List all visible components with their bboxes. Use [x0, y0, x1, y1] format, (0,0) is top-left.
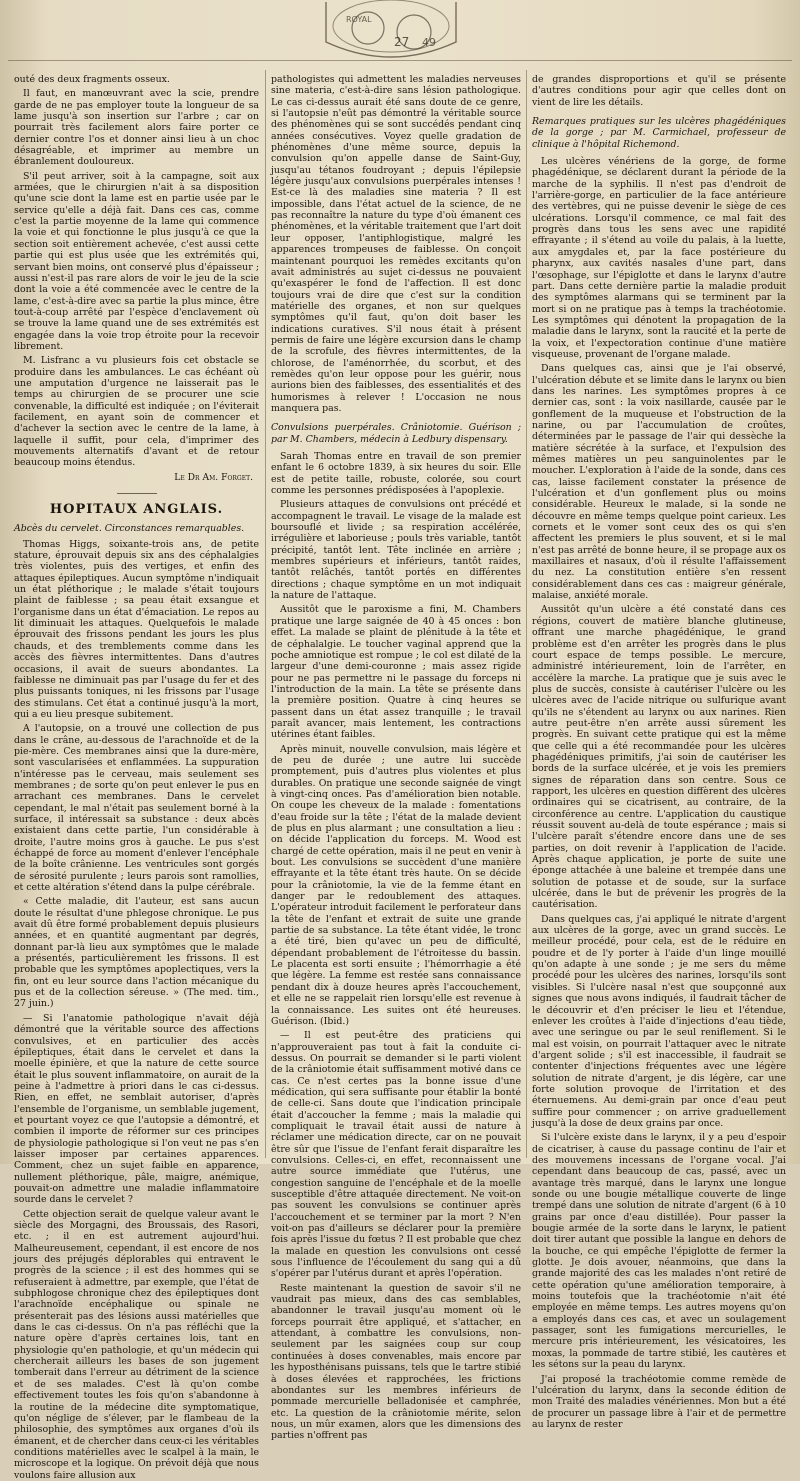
paragraph: S'il peut arriver, soit à la campagne, soit aux armées, que le chirurgien n'ait à sa disposition qu'une scie dont la lame est en partie usée par le service qu'elle a déjà fait. Dans ces cas, comme c'est la partie moyenne de la lame qui commence la voie et qui fonctionne le plus jusqu'à ce que la section soit entièrement achevée, c'est aussi cette partie qui est plus usée que les extrémités qui, servant bien moins, ont conservé plus d'épaisseur ; aussi n'est-il pas rare alors de voir le jeu de la scie dont la voie a été commencée avec le centre de la lame, c'est-à-dire avec sa partie la plus mince, être tout-à-coup arrêté par l'espèce d'enclavement où se trouve la lame quand une de ses extrémités est engagée dans la voie trop étroite pour la recevoir librement. — [14, 170, 259, 352]
paragraph: Reste maintenant la question de savoir s'il ne vaudrait pas mieux, dans des cas semblables, abandonner le travail jusqu'au moment où le forceps pourrait être appliqué, et s'attacher, en attendant, à combattre les convulsions, non-seulement par les saignées coup sur coup continuées à doses convenables, mais encore par les hyposthénisans puissans, tels que le tartre stibié à doses élevées et rapprochées, les frictions abondantes sur les membres inférieurs de pommade mercurielle belladonisée et camphrée, etc. La question de la crâniotomie mérite, selon nous, un mûr examen, alors que les dimensions des parties n'offrent pas — [271, 1282, 521, 1442]
column-1 — [14, 74, 259, 1481]
stamp-number: 27 — [394, 35, 410, 49]
paragraph: Il faut, en manœuvrant avec la scie, prendre garde de ne pas employer toute la longueur de sa lame jusqu'à son insertion sur l'arbre ; car on pourrait très facilement alors faire porter ce dernier contre l'os et donner ainsi lieu à un choc désagréable, et imprimer au membre un ébranlement douloureux. — [14, 88, 259, 168]
column-divider — [526, 70, 527, 1158]
paragraph: A l'autopsie, on a trouvé une collection de pus dans le crâne, au-dessous de l'arachnoïde et de la pie-mère. Ces membranes ainsi que la dure-mère, sont vascularisées et enflammées. La suppuration n'intéresse pas le cerveau, mais seulement ses membranes ; de sorte qu'on peut enlever le pus en arrachant ces membranes. Dans le cervelet cependant, le mal n'était pas seulement borné à la surface, il intéressait sa substance : deux abcès existaient dans cette partie, l'un considérable à droite, l'autre moins gros à gauche. Le pus s'est échappé de force au moment d'enlever l'encéphale de la boîte crânienne. Les ventricules sont gorgés de sérosité purulente ; leurs parois sont ramollies, et cette altération s'étend dans la pulpe cérébrale. — [14, 723, 259, 894]
paragraph: Aussitôt que le paroxisme a fini, M. Chambers pratique une large saignée de 40 à 45 onces : bon effet. La malade se plaint de plénitude à la tête et de céphalalgie. Le toucher vaginal apprend que la poche amniotique est rompue ; le col est dilaté de la largeur d'une demi-couronne ; mais assez rigide pour ne pas permettre ni le passage du forceps ni l'introduction de la main. La tête se présente dans la première position. Quatre à cinq heures se passent dans un état assez tranquille ; le travail paraît avancer, mais lentement, les contractions utérines étant faibles. — [271, 604, 521, 741]
paragraph: Plusieurs attaques de convulsions ont précédé et accompagnent le travail. Le visage de la malade est boursouflé et livide ; sa respiration accélérée, irrégulière et laborieuse ; pouls très variable, tantôt précipité, tantôt lent. Tête inclinée en arrière ; membres supérieurs et inférieurs, tantôt raides, tantôt relâchés, tantôt portés en différentes directions ; chaque symptôme en un mot indiquait la nature de l'attaque. — [271, 499, 521, 602]
column-divider — [265, 70, 266, 1158]
postal-stamp — [316, 2, 466, 60]
paragraph: — Il est peut-être des praticiens qui n'approuveraient pas tout à fait la conduite ci-dessus. On pourrait se demander si le parti violent de la crâniotomie était suffisamment motivé dans ce cas. Ce n'est certes pas la bonne issue d'une médication, qui sera suffisante pour établir la bonté de celle-ci. Sans doute que l'indication principale était d'accoucher la femme ; mais la maladie qui compliquait le travail était aussi de nature à réclamer une médication directe, car on ne pouvait être sûr que l'issue de l'enfant ferait disparaître les convulsions. Celles-ci, en effet, reconnaissent une autre source immédiate que l'utérus, une congestion sanguine de l'encéphale et de la moelle susceptible d'être attaquée directement. Ne voit-on pas souvent les convulsions se continuer après l'accouchement et se terminer par la mort ? N'en voit-on pas d'ailleurs se déclarer pour la première fois après l'issue du fœtus ? Il est probable que chez la malade en question les convulsions ont cessé sous l'influence de l'écoulement du sang qui a dû s'opérer par l'utérus durant et après l'opération. — [271, 1030, 521, 1280]
author-signature: Le Dr Am. Forget. — [174, 471, 253, 483]
top-rule — [8, 60, 792, 61]
stamp-sub: 49 — [422, 36, 436, 49]
paragraph: Dans quelques cas, j'ai appliqué le nitrate d'argent aux ulcères de la gorge, avec un grand succès. Le meilleur procédé, pour cela, est de le réduire en poudre et de l'y porter à l'aide d'un linge mouillé qu'on adapte à une sonde ; je me sers du même procédé pour les ulcères des narines, lorsqu'ils sont visibles. Si l'ulcère nasal n'est que soupçonné aux signes que nous avons indiqués, il faudrait tâcher de le découvrir et d'en préciser le lieu et l'étendue, enlever les croûtes à l'aide d'injections d'eau tiède, avec une seringue ou par le seul reniflement. Si le mal est voisin, on pourrait l'attaquer avec le nitrate d'argent solide ; s'il est inaccessible, il faudrait se contenter d'injections fréquentes avec une légère solution de nitrate d'argent, je dis légère, car une forte solution provoque de l'irritation et des éternuemens. Au demi-grain par once d'eau peut suffire pour commencer ; on arrive graduellement jusqu'à la dose de deux grains par once. — [532, 913, 786, 1129]
column-2 — [271, 74, 521, 1442]
article-title: Convulsions puerpérales. Crâniotomie. Guérison ; par M. Chambers, médecin à Ledbury dispensary. — [271, 422, 521, 445]
paragraph: — Si l'anatomie pathologique n'avait déjà démontré que la véritable source des affections convulsives, et en particulier des accès épileptiques, était dans le cervelet et dans la moelle épinière, et que la nature de cette source était le plus souvent inflammatoire, on aurait de la peine à l'admettre à priori dans le cas ci-dessus. Rien, en effet, ne semblait autoriser, d'après l'ensemble de l'organisme, un semblable jugement, et pourtant voyez ce que l'autopsie a démontré, et combien il importe de réformer sur ces principes de physiologie pathologique si l'on veut ne pas s'en laisser imposer par certaines apparences. Comment, chez un sujet faible en apparence, nullement pléthorique, pâle, maigre, anémique, pouvait-on admettre une maladie inflammatoire sourde dans le cervelet ? — [14, 1012, 259, 1206]
separator — [117, 493, 157, 494]
stamp-text: ROYAL — [346, 15, 372, 24]
paragraph: Après minuit, nouvelle convulsion, mais légère et de peu de durée ; une autre lui succède promptement, puis d'autres plus violentes et plus durables. On pratique une seconde saignée de vingt à vingt-cinq onces. Pas d'amélioration bien notable. On coupe les cheveux de la malade : fomentations d'eau froide sur la tête ; l'état de la malade devient de plus en plus alarmant ; une consultation a lieu : on décide l'application du forceps. M. Wood est chargé de cette opération, mais il ne peut en venir à bout. Les convulsions se succèdent d'une manière effrayante et la tête étant très haute. On se décide pour la crâniotomie, la vie de la femme étant en danger par le redoublement des attaques. L'opérateur introduit facilement le perforateur dans la tête de l'enfant et extrait de suite une grande partie de sa substance. La tête étant vidée, le tronc a été tiré, bien qu'avec un peu de difficulté, dépendant probablement de l'étroitesse du bassin. Le placenta est sorti ensuite ; l'hémorrhagie a été que légère. La femme est restée sans connaissance pendant dix à douze heures après l'accouchement, et elle ne se rappelait rien lorsqu'elle est revenue à la connaissance. Les suites ont été heureuses. Guérison. (Ibid.) — [271, 743, 521, 1027]
paragraph: Les ulcères vénériens de la gorge, de forme phagédénique, se déclarent durant la période de la marche de la syphilis. Il n'est pas d'endroit de l'arrière-gorge, en particulier de la face antérieure des vertèbres, qui ne puisse devenir le siège de ces ulcérations. Lorsqu'il commence, ce mal fait des progrès dans tous les sens avec une rapidité effrayante ; il s'étend au voile du palais, à la luette, aux amygdales et, par la face postérieure du pharynx, aux cavités nasales d'une part, dans l'œsophage, sur l'épiglotte et dans le larynx d'autre part. Dans cette dernière partie la maladie produit des symptômes alarmans qui se terminent par la mort si on ne pratique pas à temps la trachéotomie. Les symptômes qui dénotent la propagation de la maladie dans le larynx, sont la raucité et la perte de la voix, et l'expectoration continue d'une matière visqueuse, provenant de l'organe malade. — [532, 156, 786, 360]
article-subtitle: Abcès du cervelet. Circonstances remarquables. — [14, 523, 245, 535]
paragraph: Aussitôt qu'un ulcère a été constaté dans ces régions, couvert de matière blanche glutineuse, offrant une marche phagédénique, le grand problème est d'en arrêter les progrès dans le plus court espace de temps possible. Le mercure, administré intérieurement, loin de l'arrêter, en accélère la marche. La pratique que je suis avec le plus de succès, consiste à cautériser l'ulcère ou les ulcères avec de l'acide nitrique ou sulfurique avant qu'ils ne s'étendent au larynx ou aux narines. Rien autre peut-être n'en arrête aussi sûrement les progrès. En suivant cette pratique qui est la même que celle qui a été recommandée pour les ulcères phagédéniques primitifs, j'ai soin de cautériser les bords de la surface ulcérée, et je vois les premiers signes de réparation dans son centre. Sous ce rapport, les ulcères en question diffèrent des ulcères ordinaires qui se cicatrisent, au contraire, de la circonférence au centre. L'application du caustique réussit souvent au-delà de toute espérance ; mais si l'ulcère paraît s'étendre encore dans une de ses parties, on doit revenir à l'application de l'acide. Après chaque application, je porte de suite une éponge attachée à une baleine et trempée dans une solution de potasse et de soude, sur la surface ulcérée, dans le but de prévenir les progrès de la cautérisation. — [532, 604, 786, 911]
section-heading: HOPITAUX ANGLAIS. — [49, 502, 224, 518]
article-title: Remarques pratiques sur les ulcères phagédéniques de la gorge ; par M. Carmichael, professeur de clinique à l'hôpital Richemond. — [532, 116, 786, 150]
paragraph: de grandes disproportions et qu'il se présente d'autres conditions pour agir que celles dont on vient de lire les détails. — [532, 74, 786, 108]
paragraph: Cette objection serait de quelque valeur avant le siècle des Morgagni, des Broussais, des Rasori, etc. ; il en est autrement aujourd'hui. Malheureusement, cependant, il est encore de nos jours des préjugés déplorables qui entravent le progrès de la science ; il est des hommes qui se refuseraient à admettre, par exemple, que l'état de subphlogose chronique chez des épileptiques dont l'arachnoïde encéphalique ou spinale ne présenterait pas des lésions aussi matérielles que dans le cas ci-dessus. On n'a pas réfléchi que la nature opère d'après certaines lois, tant en physiologie qu'en pathologie, et qu'un médecin qui chercherait ailleurs les bases de son jugement tomberait dans l'erreur au détriment de la science et de ses malades. C'est là qu'on combe effectivement toutes les fois qu'on s'abandonne à la routine de la médecine dite symptomatique, qu'on néglige de s'élever, par le flambeau de la philosophie, des symptômes aux organes d'où ils émanent, et de chercher dans ceux-ci les véritables conditions matérielles avec le scalpel à la main, le microscope et la logique. On prévoit déjà que nous voulons faire allusion aux — [14, 1208, 259, 1481]
paragraph: outé des deux fragments osseux. — [14, 74, 170, 85]
column-3 — [532, 74, 786, 1430]
paragraph: Thomas Higgs, soixante-trois ans, de petite stature, éprouvait depuis six ans des céphalalgies très violentes, puis des vertiges, et enfin des attaques épileptiques. Aucun symptôme n'indiquait un état pléthorique ; le malade s'était toujours plaint de faiblesse ; sa peau était exsangue et l'organisme dans un état d'émaciation. Le repos au lit diminuait les attaques. Quelquefois le malade éprouvait des frissons pendant les jours les plus chauds, et des tremblements comme dans les accès des fièvres intermittentes. Dans d'autres occasions, il avait de sueurs abondantes. La faiblesse ne diminuait pas par l'usage du fer et des plus puissants toniques, ni les frissons par l'usage des stimulans. Cet état a continué jusqu'à la mort, qui a eu lieu presque subitement. — [14, 538, 259, 720]
paragraph: « Cette maladie, dit l'auteur, est sans aucun doute le résultat d'une phlegose chronique. Le pus avait dû être formé probablement depuis plusieurs années, et en quantité augmentant par degrés, donnant par-là lieu aux symptômes que le malade a présentés, particulièrement les frissons. Il est probable que les symptômes apoplectiques, vers la fin, ont eu leur source dans l'action mécanique du pus et de la collection séreuse. » (The med. tim., 27 juin.) — [14, 896, 259, 1010]
paragraph: Si l'ulcère existe dans le larynx, il y a peu d'espoir de cicatriser, à cause du passage continu de l'air et des mouvemens incessans de l'organe vocal. J'ai cependant dans beaucoup de cas, passé, avec un avantage très marqué, dans le larynx une longue sonde ou une bougie métallique couverte de linge trempé dans une solution de nitrate d'argent (6 à 10 grains par once d'eau distillée). Pour passer la bougie armée de la sorte dans le larynx, le patient doit tirer autant que possible la langue en dehors de la bouche, ce qui empêche l'épiglotte de fermer la glotte. Je dois avouer, néanmoins, que dans la grande majorité des cas les malades n'ont retiré de cette opération qu'une amélioration temporaire, à moins toutefois que la trachéotomie n'ait été employée en même temps. Les autres moyens qu'on a employés dans ces cas, et avec un soulagement passager, sont les fumigations mercurielles, le mercure pris intérieurement, les vésicatoires, les moxas, la pommade de tartre stibié, les cautères et les sétons sur la peau du larynx. — [532, 1132, 786, 1371]
paragraph: M. Lisfranc a vu plusieurs fois cet obstacle se produire dans les ambulances. Le cas échéant où une amputation d'urgence ne laisserait pas le temps au chirurgien de se procurer une scie convenable, la difficulté est indiquée ; on l'éviterait facilement, en ayant soin de commencer et d'achever la section avec le centre de la lame, à laquelle il suffit, pour cela, d'imprimer des mouvements alternatifs d'avant et de retour beaucoup moins étendus. — [14, 355, 259, 469]
paragraph: J'ai proposé la trachéotomie comme remède de l'ulcération du larynx, dans la seconde édition de mon Traité des maladies vénériennes. Mon but a été de procurer un passage libre à l'air et de permettre au larynx de rester — [532, 1373, 786, 1430]
paragraph: pathologistes qui admettent les maladies nerveuses sine materia, c'est-à-dire sans lésion pathologique. Le cas ci-dessus aurait été sans doute de ce genre, si l'autopsie n'eût pas démontré la véritable source des phénomènes qui se sont succédés pendant cinq années consécutives. Voyez quelle gradation de phénomènes d'une même source, depuis la convulsion qu'on appelle danse de Saint-Guy, jusqu'au tétanos foudroyant ; depuis l'épilepsie légère jusqu'aux convulsions puerpérales intenses ! Est-ce là des maladies sine materia ? Il est impossible, dans l'état actuel de la science, de ne pas reconnaître la nature du type d'où émanent ces phénomènes, et la véritable traitement que l'art doit leur opposer, l'antiphlogistique, malgré les apparences trompeuses de faiblesse. On conçoit maintenant pourquoi les remèdes excitants qu'on avait administrés au sujet ci-dessus ne pouvaient qu'exaspérer le fond de l'affection. Il est donc toujours vrai de dire que c'est sur la condition matérielle des organes, et non sur quelques symptômes qu'il faut, qu'on doit baser les indications curatives. S'il nous était à présent permis de faire une légère excursion dans le champ de la scrofule, des fièvres intermittentes, de la chlorose, de l'aménorrhée, du scorbut, et des remèdes qu'on leur oppose pour les guérir, nous aurions bien des faiblesses, des essentialités et des humorismes à relever ! L'occasion ne nous manquera pas. — [271, 74, 521, 414]
paragraph: Sarah Thomas entre en travail de son premier enfant le 6 octobre 1839, à six heures du soir. Elle est de petite taille, robuste, colorée, sou court comme les personnes prédisposées à l'apoplexie. — [271, 451, 521, 497]
paragraph: Dans quelques cas, ainsi que je l'ai observé, l'ulcération débute et se limite dans le larynx ou bien dans les narines. Les symptômes propres à ce dernier cas, sont : la voix nasillarde, causée par le gonflement de la muqueuse et l'obstruction de la narine, ou par l'accumulation de croûtes, déterminées par le passage de l'air qui dessèche la matière sécrétée à la surface, et l'expulsion des mêmes matières un peu sanguinolentes par le moucher. L'exploration à l'aide de la sonde, dans ces cas, laisse facilement constater la présence de l'ulcération et d'un gonflement plus ou moins considérable. Heureux le malade, si la sonde ne découvre en même temps quelque point carieux. Les cornets et le vomer sont ceux des os qui s'en affectent les premiers le plus souvent, et si le mal n'est pas arrêté de bonne heure, il se propage aux os maxillaires et nasaux, d'où il résulte l'affaissement du nez. La constitution entière s'en ressent considérablement dans ces cas : maigreur générale, malaise, anxiété morale. — [532, 363, 786, 602]
